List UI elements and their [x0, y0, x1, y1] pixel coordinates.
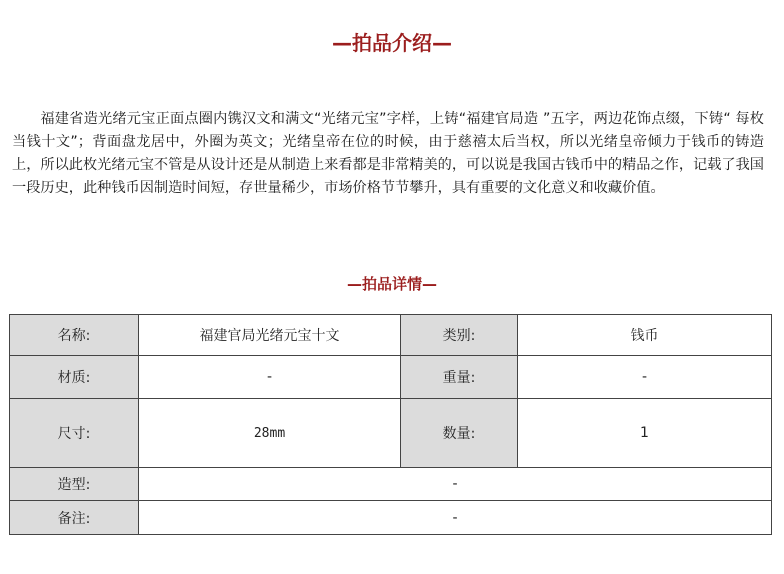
table-row: [10, 315, 772, 356]
remark-label: 备注:: [10, 501, 139, 535]
name-label: 名称:: [10, 315, 139, 356]
table-row: [10, 468, 772, 501]
remark-value: -: [139, 501, 772, 535]
name-value: 福建官局光绪元宝十文: [139, 315, 401, 356]
size-label: 尺寸:: [10, 399, 139, 468]
table-row: [10, 356, 772, 399]
table-row: [10, 399, 772, 468]
quantity-label: 数量:: [401, 399, 518, 468]
size-value: 28mm: [139, 399, 401, 468]
material-value: -: [139, 356, 401, 399]
category-label: 类别:: [401, 315, 518, 356]
material-label: 材质:: [10, 356, 139, 399]
shape-label: 造型:: [10, 468, 139, 501]
intro-title: —拍品介绍—: [332, 31, 452, 55]
weight-label: 重量:: [401, 356, 518, 399]
weight-value: -: [518, 356, 772, 399]
shape-value: -: [139, 468, 772, 501]
category-value: 钱币: [518, 315, 772, 356]
details-title: —拍品详情—: [346, 275, 437, 293]
table-row: [10, 501, 772, 535]
quantity-value: 1: [518, 399, 772, 468]
intro-paragraph: 福建省造光绪元宝正面点圈内镌汉文和满文“光绪元宝”字样，上铸“福建官局造 ”五字，两边花饰点缀，下铸“ 每枚当钱十文”；背面盘龙居中，外圈为英文；光绪皇帝在位的时候，由于慈禧太后当权，所以光绪皇帝倾力于钱币的铸造上，所以此枚光绪元宝不管是从设计还是从制造上来看都是非常精美的，可以说是我国古钱币中的精品之作，记载了我国一段历史，此种钱币因制造时间短，存世量稀少，市场价格节节攀升，具有重要的文化意义和收藏价值。: [12, 111, 764, 196]
details-table: [9, 314, 772, 535]
